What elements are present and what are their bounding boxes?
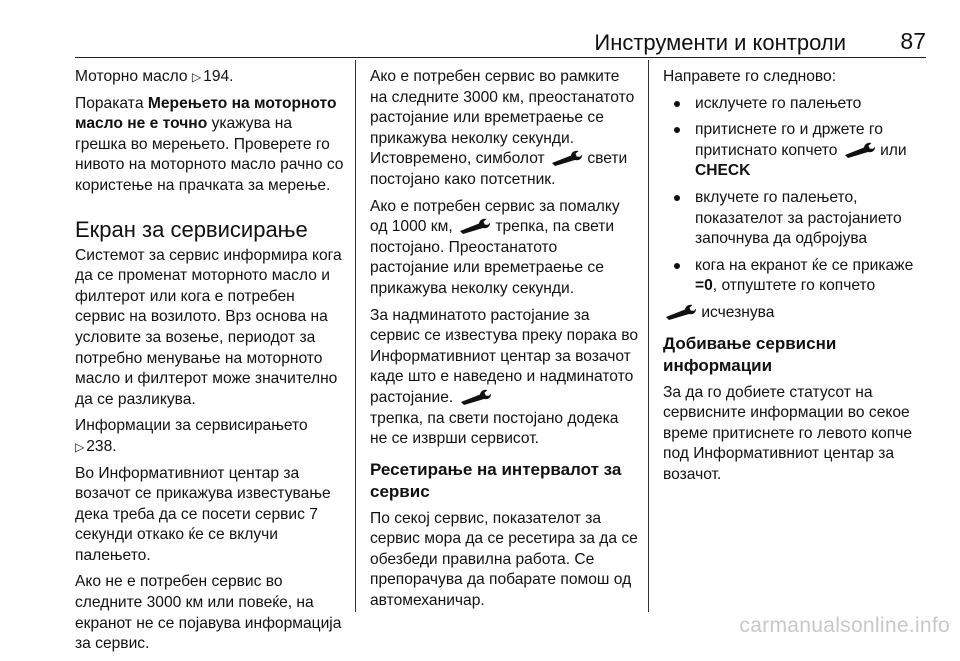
wrench-icon <box>842 141 876 159</box>
page-number: 87 <box>900 28 926 54</box>
paragraph: За надминатото растојание за сервис се известува преку порака во Информативниот центар за возачот каде што е наведено и надминатото растојание. трепка, па свети постојано додека не се изврши сервисот. <box>370 306 639 448</box>
wrench-icon <box>549 149 583 167</box>
column-middle <box>370 67 640 618</box>
wrench-icon <box>663 303 697 321</box>
list-item: вклучете го палењето, показателот за растојанието започнува да одбројува <box>663 188 931 250</box>
column-right <box>663 67 931 492</box>
paragraph: Информации за сервисирањето ▷ 238. <box>75 416 347 457</box>
paragraph: По секој сервис, показателот за сервис мора да се ресетира за да се обезбеди правилна работа. Се препорачува да побарате помош од автомеханичар. <box>370 509 638 610</box>
list-item: кога на екранот ќе се прикаже =0, отпуштете го копчето <box>663 256 931 297</box>
list-item: исклучете го палењето <box>663 94 931 115</box>
column-divider <box>355 60 356 612</box>
paragraph: Системот за сервис информира кога да се променат моторното масло и филтерот или кога е потребен сервис на возилото. Врз основа на условите за возење, периодот за потребно менување на моторното масло и филтерот може значително да се разликува. <box>75 246 342 408</box>
subsection-heading: Добивање сервисни информации <box>663 333 837 375</box>
page-reference-link[interactable]: ▷ 194. <box>192 68 234 85</box>
section-heading: Екран за сервисирање <box>75 216 308 242</box>
paragraph: Ако е потребен сервис за помалку од 1000 км, трепка, па свети постојано. Преостанатото растојание или времетраење се прикажува неколку секунди. <box>370 197 620 297</box>
paragraph: исчезнува <box>663 303 931 324</box>
watermark: carmanualsonline.info <box>739 614 950 637</box>
paragraph: Во Информативниот центар за возачот се прикажува известување дека треба да се посети сервис 7 секунди откако ќе се вклучи палењето. <box>75 464 331 564</box>
paragraph: Ако е потребен сервис во рамките на следните 3000 км, преостанатото растојание или времетраење се прикажува неколку секунди. Истовремено, симболот свети постојано како потсетник. <box>370 68 635 188</box>
paragraph: Направете го следново: <box>663 68 837 85</box>
header-rule <box>75 57 926 58</box>
list-item: притиснете го и држете го притиснато копчето или CHECK <box>663 120 931 182</box>
wrench-icon <box>457 217 491 235</box>
column-left <box>75 67 347 661</box>
paragraph: За да го добиете статусот на сервисните информации во секое време притиснете го левото копче под Информативниот центар за возачот. <box>663 383 913 483</box>
message-text: Мерењето на моторното масло не е точно <box>75 94 337 133</box>
paragraph: Ако не е потребен сервис во следните 3000 км или повеќе, на екранот не се појавува информација за сервис. <box>75 573 342 653</box>
paragraph: Поракатa Мерењето на моторното масло не е точно укажува на грешка во мерењето. Проверете го нивото на моторното масло рачно со користење на прачката за мерење. <box>75 94 344 194</box>
subsection-heading: Ресетирање на интервалот за сервис <box>370 459 622 501</box>
paragraph: Моторно масло ▷ 194. <box>75 67 347 88</box>
page-reference-link[interactable]: ▷ 238. <box>75 438 117 455</box>
steps-list <box>663 94 931 297</box>
section-title: Инструменти и контроли <box>594 30 846 55</box>
wrench-icon <box>458 388 492 406</box>
column-divider <box>648 60 649 612</box>
page-header <box>0 24 960 58</box>
